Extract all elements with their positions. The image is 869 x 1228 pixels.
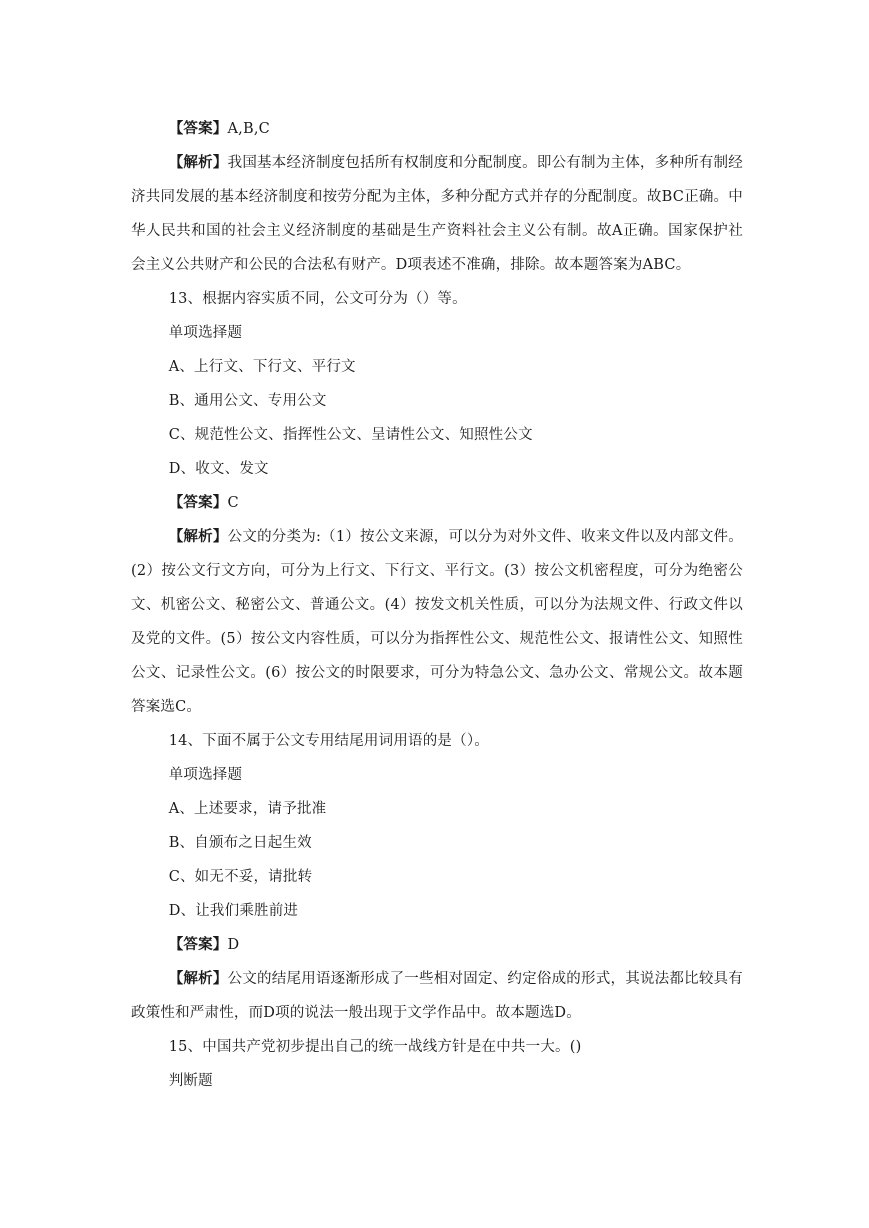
q13-option-d [131, 452, 743, 486]
answer-text: A,B,C [227, 121, 270, 137]
q15-type [131, 1064, 743, 1098]
analysis-label: 【解析】 [168, 154, 228, 171]
q15-question [131, 1030, 743, 1064]
analysis-text: 我国基本经济制度包括所有权制度和分配制度。即公有制为主体，多种所有制经济共同发展的基本经济制度和按劳分配为主体，多种分配方式并存的分配制度。故BC正确。中华人民共和国的社会主义经济制度的基础是生产资料社会主义公有制。故A正确。国家保护社会主义公共财产和公民的合法私有财产。D项表述不准确，排除。故本题答案为ABC。 [131, 155, 743, 273]
option-text: B、通用公文、专用公文 [168, 393, 327, 409]
document-body [131, 112, 743, 1098]
option-text: C、规范性公文、指挥性公文、呈请性公文、知照性公文 [168, 427, 533, 443]
answer-label: 【答案】 [168, 494, 228, 511]
question-type: 单项选择题 [168, 767, 243, 783]
q13-analysis [131, 520, 743, 724]
q14-question [131, 724, 743, 758]
q14-option-c [131, 860, 743, 894]
answer-label: 【答案】 [168, 936, 228, 953]
q13-option-b [131, 384, 743, 418]
q13-option-a [131, 350, 743, 384]
analysis-text: 公文的分类为:（1）按公文来源，可以分为对外文件、收来文件以及内部文件。(2）按公文行文方向，可分为上行文、下行文、平行文。(3）按公文机密程度，可分为绝密公文、机密公文、秘密公文、普通公文。(4）按发文机关性质，可以分为法规文件、行政文件以及党的文件。(5）按公文内容性质，可以分为指挥性公文、规范性公文、报请性公文、知照性公文、记录性公文。(6）按公文的时限要求，可分为特急公文、急办公文、常规公文。故本题答案选C。 [131, 529, 743, 715]
question-text: 15、中国共产党初步提出自己的统一战线方针是在中共一大。() [168, 1039, 582, 1055]
q14-type [131, 758, 743, 792]
option-text: B、自颁布之日起生效 [168, 835, 312, 851]
analysis-label: 【解析】 [168, 528, 228, 545]
answer-text: C [227, 495, 239, 511]
q13-option-c [131, 418, 743, 452]
answer-label: 【答案】 [168, 120, 228, 137]
question-text: 14、下面不属于公文专用结尾用词用语的是（）。 [168, 733, 489, 749]
analysis-text: 公文的结尾用语逐渐形成了一些相对固定、约定俗成的形式，其说法都比较具有政策性和严肃性，而D项的说法一般出现于文学作品中。故本题选D。 [131, 971, 743, 1021]
option-text: D、收文、发文 [168, 461, 269, 477]
q14-analysis [131, 962, 743, 1030]
q14-option-d [131, 894, 743, 928]
q14-answer [131, 928, 743, 962]
q14-option-b [131, 826, 743, 860]
q12-analysis [131, 146, 743, 282]
option-text: A、上行文、下行文、平行文 [168, 359, 356, 375]
answer-text: D [227, 937, 240, 953]
question-type: 判断题 [168, 1073, 213, 1089]
q13-type [131, 316, 743, 350]
q13-answer [131, 486, 743, 520]
analysis-label: 【解析】 [168, 970, 228, 987]
q12-answer [131, 112, 743, 146]
q14-option-a [131, 792, 743, 826]
option-text: C、如无不妥，请批转 [168, 869, 313, 885]
option-text: D、让我们乘胜前进 [168, 903, 299, 919]
q13-question [131, 282, 743, 316]
question-type: 单项选择题 [168, 325, 243, 341]
question-text: 13、根据内容实质不同，公文可分为（）等。 [168, 291, 467, 307]
option-text: A、上述要求，请予批准 [168, 801, 327, 817]
